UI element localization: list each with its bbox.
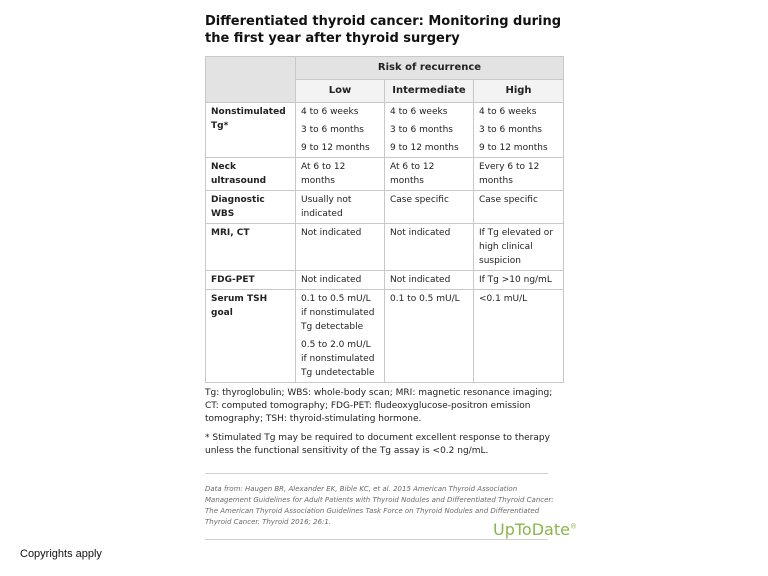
table-row (206, 191, 564, 224)
cell-text: Not indicated (390, 275, 451, 285)
cell-text: Case specific (479, 195, 538, 205)
row-label: Neck ultrasound (206, 158, 296, 191)
stimulated-tg-footnote: * Stimulated Tg may be required to document excellent response to therapy unless the functional sensitivity of the Tg assay is <0.2 ng/mL. (205, 433, 550, 456)
column-header-intermediate: Intermediate (385, 80, 474, 103)
cell-text: 0.5 to 2.0 mU/L if nonstimulated Tg undetectable (301, 340, 375, 378)
row-label: MRI, CT (206, 224, 296, 271)
cell-intermediate (385, 224, 474, 271)
cell-low (296, 271, 385, 290)
uptodate-logo (493, 520, 577, 539)
cell-low (296, 158, 385, 191)
column-header-low: Low (296, 80, 385, 103)
cell-intermediate (385, 158, 474, 191)
row-label: Nonstimulated Tg* (206, 103, 296, 158)
cell-low (296, 103, 385, 158)
cell-text: 0.1 to 0.5 mU/L if nonstimulated Tg detectable (301, 294, 375, 332)
table-row (206, 271, 564, 290)
abbreviations-note: Tg: thyroglobulin; WBS: whole-body scan; MRI: magnetic resonance imaging; CT: computed tomography; FDG-PET: fludeoxyglucose-positron emission tomography; TSH: thyroid-stimulating hormone. (205, 388, 553, 424)
cell-high (474, 191, 564, 224)
cell-text: If Tg elevated or high clinical suspicion (479, 228, 554, 266)
cell-text: <0.1 mU/L (479, 294, 528, 304)
cell-intermediate (385, 191, 474, 224)
column-header-high: High (474, 80, 564, 103)
cell-high (474, 290, 564, 383)
logo-text: UpToDate (493, 520, 570, 539)
cell-text: 3 to 6 months (479, 125, 542, 135)
table-notes (205, 387, 555, 464)
table-corner (206, 57, 296, 103)
cell-high (474, 158, 564, 191)
cell-text: Not indicated (301, 228, 362, 238)
cell-intermediate (385, 103, 474, 158)
monitoring-table (205, 56, 564, 383)
cell-text: 3 to 6 months (390, 125, 453, 135)
cell-text: At 6 to 12 months (390, 162, 435, 186)
cell-text: 3 to 6 months (301, 125, 364, 135)
cell-high (474, 271, 564, 290)
table-body (206, 103, 564, 383)
cell-text: 9 to 12 months (390, 143, 459, 153)
cell-text: Every 6 to 12 months (479, 162, 540, 186)
row-label: Serum TSH goal (206, 290, 296, 383)
cell-text: At 6 to 12 months (301, 162, 346, 186)
source-divider (205, 473, 548, 474)
cell-intermediate (385, 290, 474, 383)
cell-text: 9 to 12 months (301, 143, 370, 153)
copyright-notice: Copyrights apply (20, 548, 102, 560)
row-label: FDG-PET (206, 271, 296, 290)
cell-text: 9 to 12 months (479, 143, 548, 153)
cell-text: Usually not indicated (301, 195, 352, 219)
cell-text: Case specific (390, 195, 449, 205)
cell-low (296, 290, 385, 383)
cell-text: 4 to 6 weeks (390, 107, 448, 117)
cell-text: 4 to 6 weeks (479, 107, 537, 117)
cell-text: Not indicated (301, 275, 362, 285)
cell-low (296, 224, 385, 271)
table-row (206, 224, 564, 271)
risk-band-header: Risk of recurrence (296, 57, 564, 80)
table-row (206, 103, 564, 158)
bottom-divider (205, 539, 548, 540)
cell-text: Not indicated (390, 228, 451, 238)
table-row (206, 158, 564, 191)
cell-low (296, 191, 385, 224)
cell-high (474, 103, 564, 158)
cell-high (474, 224, 564, 271)
cell-text: If Tg >10 ng/mL (479, 275, 552, 285)
cell-text: 4 to 6 weeks (301, 107, 359, 117)
registered-mark: ® (569, 522, 577, 531)
source-citation: Data from: Haugen BR, Alexander EK, Bible KC, et al. 2015 American Thyroid Association Management Guidelines for Adult Patients with Thyroid Nodules and Differentiated Thyroid Cancer: The American Thyroid Association Guidelines Task Force on Thyroid Nodules and Differentiated Thyroid Cancer. Thyroid 2016; 26:1. (205, 485, 554, 526)
document-title: Differentiated thyroid cancer: Monitoring during the first year after thyroid surgery (205, 14, 562, 46)
cell-intermediate (385, 271, 474, 290)
table-row (206, 290, 564, 383)
row-label: Diagnostic WBS (206, 191, 296, 224)
cell-text: 0.1 to 0.5 mU/L (390, 294, 460, 304)
